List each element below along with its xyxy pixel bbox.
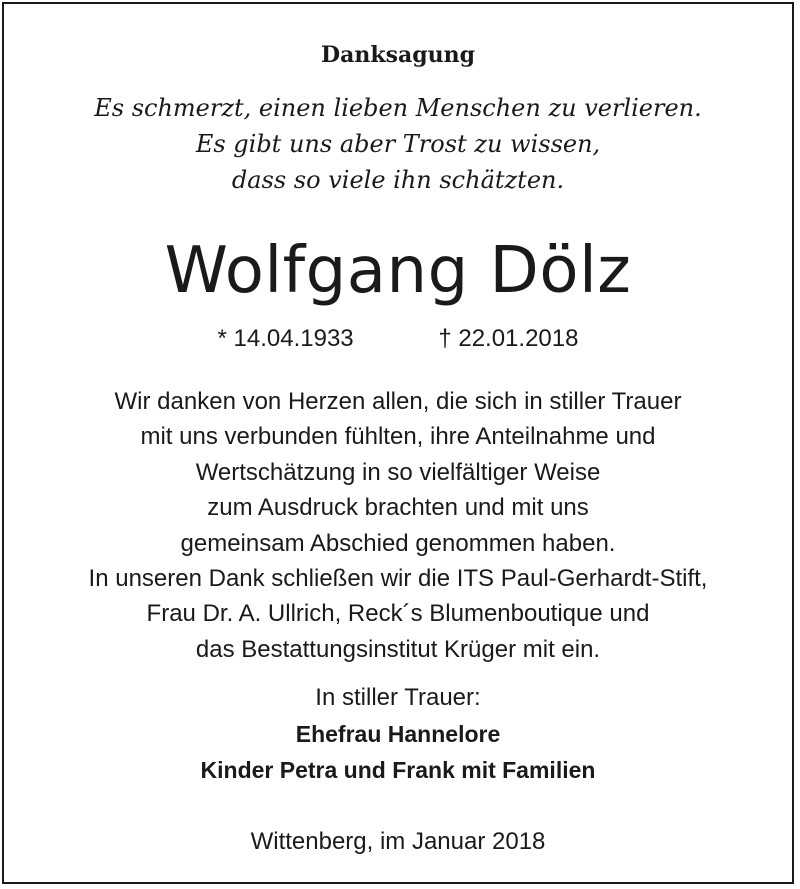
deceased-name: Wolfgang Dölz (164, 234, 632, 308)
death-date: † 22.01.2018 (438, 325, 579, 352)
thanks-line: Wir danken von Herzen allen, die sich in stiller Trauer (114, 388, 682, 415)
life-dates (4, 322, 792, 356)
thanks-line: zum Ausdruck brachten und mit uns (207, 494, 589, 522)
quote-block (4, 90, 792, 198)
place-and-date: Wittenberg, im Januar 2018 (250, 828, 546, 855)
quote-line: dass so viele ihn schätzten. (231, 166, 565, 194)
thanks-text (4, 384, 792, 667)
thanks-line: mit uns verbunden fühlten, ihre Anteilnahme und (140, 423, 656, 451)
thanks-line: Wertschätzung in so vielfältiger Weise (195, 458, 601, 486)
mourner-name: Kinder Petra und Frank mit Familien (200, 757, 596, 783)
birth-date: * 14.04.1933 (217, 325, 354, 352)
mourning-label: In stiller Trauer: (315, 684, 481, 711)
thanks-line: das Bestattungsinstitut Krüger mit ein. (195, 635, 601, 663)
thanks-line: gemeinsam Abschied genommen haben. (180, 529, 616, 557)
quote-line: Es schmerzt, einen lieben Menschen zu verlieren. (94, 94, 702, 122)
obituary-notice (2, 2, 794, 884)
mourner-name: Ehefrau Hannelore (295, 721, 501, 747)
thanks-line: Frau Dr. A. Ullrich, Reck´s Blumenboutique und (146, 600, 650, 628)
mourners-block (4, 680, 792, 788)
quote-line: Es gibt uns aber Trost zu wissen, (195, 130, 601, 158)
notice-heading: Danksagung (321, 42, 475, 68)
thanks-line: In unseren Dank schließen wir die ITS Paul-Gerhardt-Stift, (88, 565, 708, 593)
